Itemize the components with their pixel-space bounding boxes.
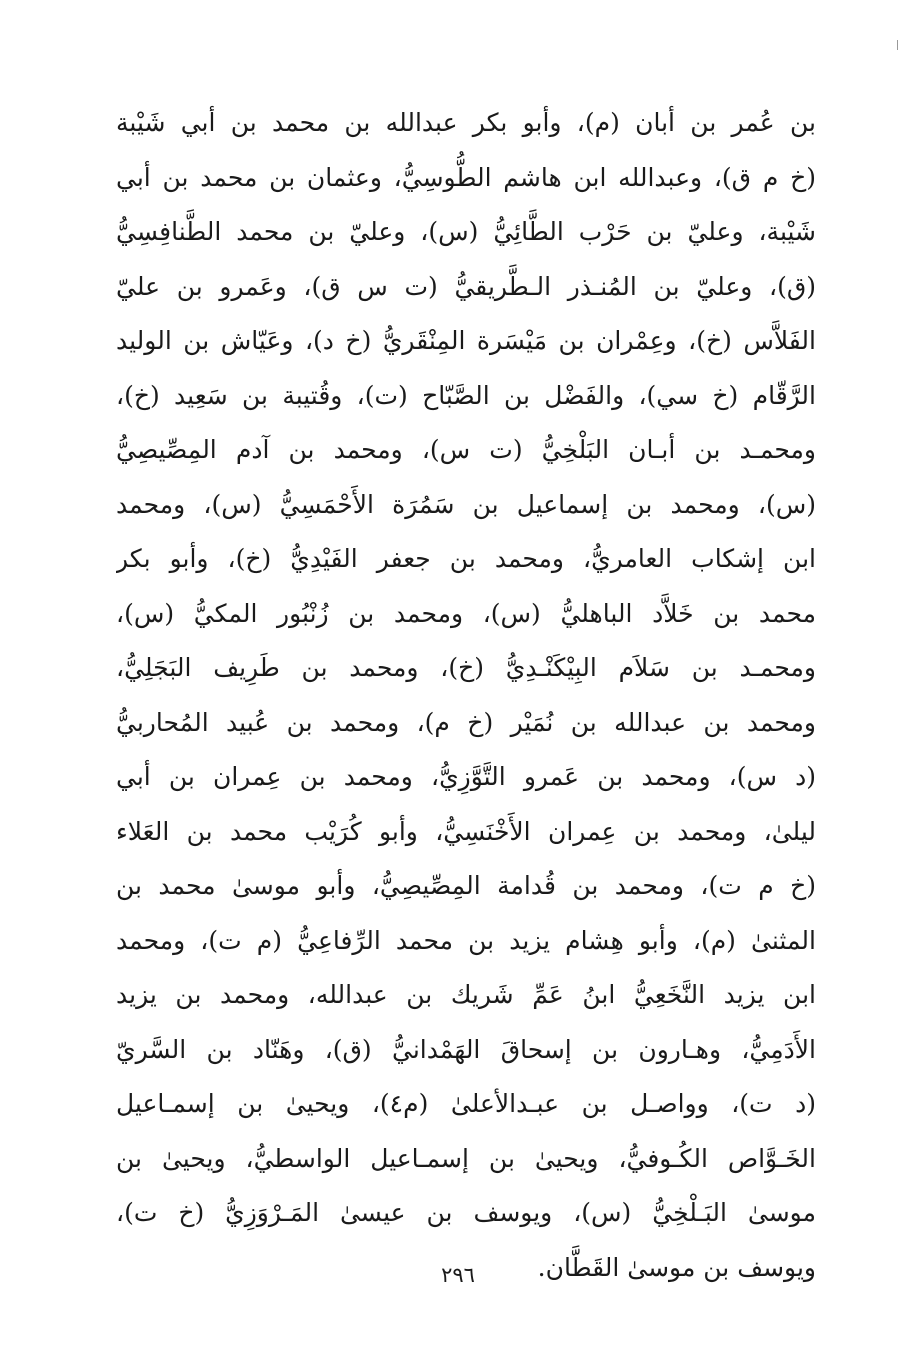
text-line: (د ت)، وواصـل بن عبـدالأعلىٰ (م٤)، ويحيىٰ بن إسمـاعيل bbox=[116, 1089, 816, 1118]
text-line: شَيْبة، وعليّ بن حَرْب الطَّائِيُّ (س)، وعليّ بن محمد الطَّنافِسِيُّ bbox=[116, 217, 816, 246]
text-line: (س)، ومحمد بن إسماعيل بن سَمُرَة الأَحْمَسِيُّ (س)، ومحمد bbox=[116, 489, 816, 519]
text-line: ليلىٰ، ومحمد بن عِمران الأَخْنَسِيُّ، وأبو كُرَيْب محمد بن العَلاء bbox=[116, 816, 816, 846]
text-line: (د س)، ومحمد بن عَمرو التَّوَّزِيُّ، ومحمد بن عِمران بن أبي bbox=[116, 762, 816, 791]
text-line: محمد بن خَلاَّد الباهليُّ (س)، ومحمد بن زُنْبُور المكيُّ (س)، bbox=[116, 598, 816, 628]
page-number: ٢٩٦ bbox=[441, 1263, 475, 1287]
text-line: موسىٰ البَـلْخِيُّ (س)، ويوسف بن عيسىٰ المَـرْوَزِيُّ (خ ت)، bbox=[116, 1198, 816, 1227]
text-line: ابن إشكاب العامريُّ، ومحمد بن جعفر الفَيْدِيُّ (خ)، وأبو بكر bbox=[116, 544, 816, 573]
text-line: الفَلاَّس (خ)، وعِمْران بن مَيْسَرة المِنْقَريُّ (خ د)، وعَيّاش بن الوليد bbox=[116, 326, 816, 355]
text-line: ابن يزيد النَّخَعِيُّ ابنُ عَمِّ شَريك بن عبدالله، ومحمد بن يزيد bbox=[116, 980, 816, 1009]
text-line: ومحمـد بن أبـان البَلْخِيُّ (ت س)، ومحمد بن آدم المِصِّيصِيُّ bbox=[116, 435, 816, 464]
text-line: الرَّقّام (خ سي)، والفَضْل بن الصَّبّاح (ت)، وقُتيبة بن سَعِيد (خ)، bbox=[116, 380, 816, 410]
text-line: الأَدَمِيُّ، وهـارون بن إسحاقَ الهَمْدانيُّ (ق)، وهَنّاد بن السَّريّ bbox=[116, 1034, 816, 1064]
text-line: (خ م ق)، وعبدالله ابن هاشم الطُّوسِيُّ، وعثمان بن محمد بن أبي bbox=[116, 162, 816, 192]
text-line: ومحمـد بن سَلاَم البِيْكَنْـدِيُّ (خ)، ومحمد بن طَرِيف البَجَلِيُّ، bbox=[116, 653, 816, 682]
text-line: الخَـوَّاص الكُـوفيُّ، ويحيىٰ بن إسمـاعيل الواسطيُّ، ويحيىٰ بن bbox=[116, 1143, 816, 1173]
text-line: (ق)، وعليّ بن المُنـذر الـطَّريقيُّ (ت س ق)، وعَمرو بن عليّ bbox=[116, 271, 816, 301]
text-line: ويوسف بن موسىٰ القَطَّان. bbox=[537, 1252, 816, 1282]
text-line: ومحمد بن عبدالله بن نُمَيْر (خ م)، ومحمد بن عُبيد المُحاربيُّ bbox=[116, 707, 816, 737]
margin-mark bbox=[897, 40, 898, 50]
text-line: بن عُمر بن أبان (م)، وأبو بكر عبدالله بن محمد بن أبي شَيْبة bbox=[116, 108, 816, 137]
main-text bbox=[116, 96, 816, 1295]
text-line: (خ م ت)، ومحمد بن قُدامة المِصِّيصِيُّ، وأبو موسىٰ محمد بن bbox=[116, 871, 816, 900]
text-line: المثنىٰ (م)، وأبو هِشام يزيد بن محمد الرِّفاعِيُّ (م ت)، ومحمد bbox=[116, 925, 816, 955]
